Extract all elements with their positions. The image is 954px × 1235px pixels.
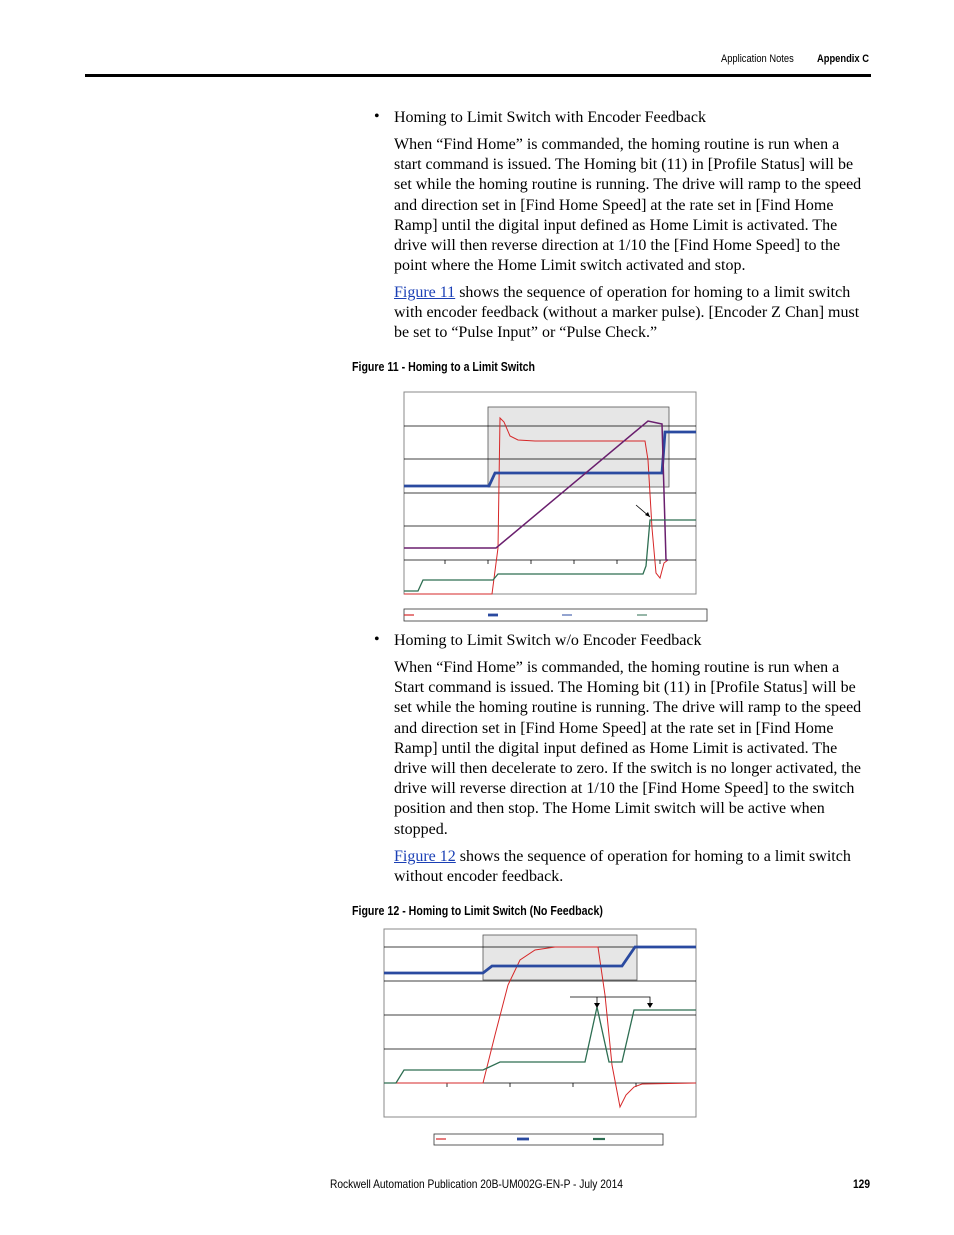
section2-figure-reference xyxy=(394,847,870,887)
figure12-homing-region xyxy=(483,935,637,980)
section1-figure-reference-text: shows the sequence of operation for homing to a limit switch with encoder feedback (without a marker pulse). [Encoder Z Chan] must be set to “Pulse Input” or “Pulse Check.” xyxy=(394,284,860,342)
figure11-link[interactable]: Figure 11 xyxy=(394,284,456,301)
footer-publication: Rockwell Automation Publication 20B-UM002G-EN-P - July 2014 xyxy=(330,1177,623,1191)
bullet-marker: • xyxy=(374,631,380,648)
footer-page-number: 129 xyxy=(853,1177,871,1191)
header-section: Application Notes xyxy=(721,53,794,65)
section2-figure-reference-text: shows the sequence of operation for homing to a limit switch without encoder feedback. xyxy=(394,848,851,886)
section1-heading: Homing to Limit Switch with Encoder Feedback xyxy=(394,109,706,126)
header-rule xyxy=(85,74,871,77)
figure12-legend xyxy=(434,1134,663,1145)
section2-heading: Homing to Limit Switch w/o Encoder Feedback xyxy=(394,632,702,649)
section1-figure-reference xyxy=(394,283,870,344)
section1-paragraph: When “Find Home” is commanded, the homing routine is run when a start command is issued. The Homing bit (11) in [Profile Status] will be set while the homing routine is running. The drive will ramp to the speed and direction set in [Find Home Speed] at the rate set in [Find Home Ramp] until the digital input defined as Home Limit is activated. The drive will then reverse direction at 1/10 the [Find Home Speed] to the point where the Home Limit switch activated and stop. xyxy=(394,136,862,275)
figure12-chart xyxy=(380,925,700,1150)
figure12-link[interactable]: Figure 12 xyxy=(394,848,456,865)
bullet-marker: • xyxy=(374,108,380,125)
figure11-legend xyxy=(404,609,707,621)
figure11-homing-region xyxy=(488,407,669,487)
figure11-chart xyxy=(400,388,710,624)
figure12-caption: Figure 12 - Homing to Limit Switch (No Feedback) xyxy=(352,904,603,918)
header-appendix: Appendix C xyxy=(817,53,869,65)
section2-paragraph: When “Find Home” is commanded, the homing routine is run when a Start command is issued. The Homing bit (11) in [Profile Status] will be set while the homing routine is running. The drive will ramp to the speed and direction set in [Find Home Speed] at the rate set in [Find Home Ramp] until the digital input defined as Home Limit is activated. The drive will then decelerate to zero. If the switch is no longer activated, the drive will reverse direction at 1/10 the [Find Home Speed] to the switch position and then stop. The Home Limit switch will be active when stopped. xyxy=(394,659,862,838)
figure11-caption: Figure 11 - Homing to a Limit Switch xyxy=(352,360,536,374)
